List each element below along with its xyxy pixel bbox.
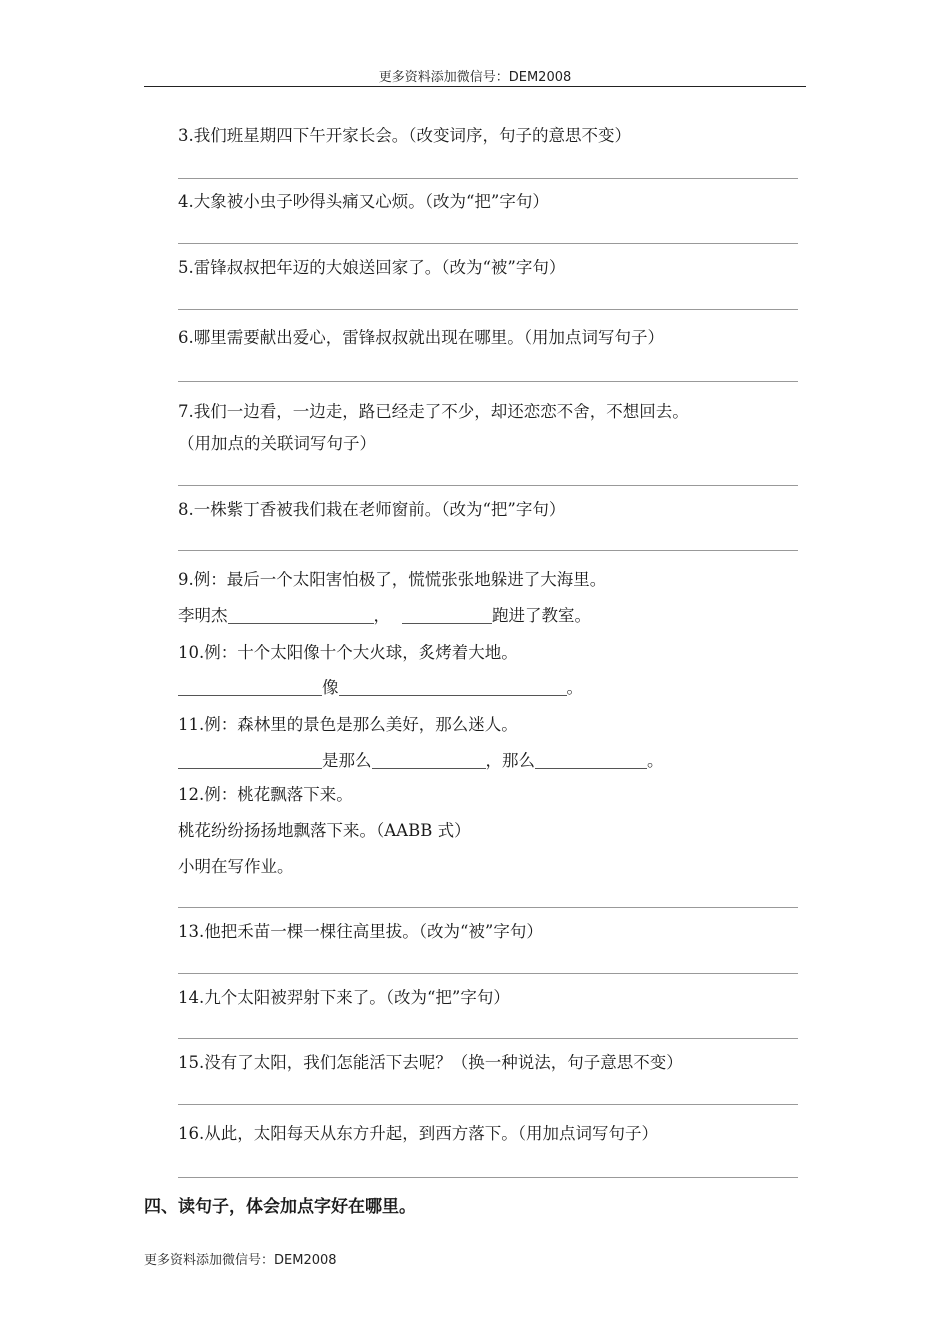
question-14: 14.九个太阳被羿射下来了。（改为“把”字句） <box>178 988 510 1007</box>
question-13: 13.他把禾苗一棵一棵往高里拔。（改为“被”字句） <box>178 922 543 941</box>
q10-blank-2[interactable] <box>339 679 567 696</box>
question-7: 7.我们一边看，一边走，路已经走了不少，却还恋恋不舍，不想回去。 <box>178 402 689 421</box>
header-rule <box>144 86 806 87</box>
q10-blank-1[interactable] <box>178 679 322 696</box>
answer-line-14[interactable] <box>178 1038 798 1039</box>
answer-line-15[interactable] <box>178 1104 798 1105</box>
answer-line-12[interactable] <box>178 907 798 908</box>
question-9-fill <box>178 606 591 626</box>
question-7-instruction: （用加点的关联词写句子） <box>178 434 376 453</box>
q11-mid-text-1: 是那么 <box>322 751 372 770</box>
q11-blank-3[interactable] <box>535 752 647 769</box>
question-5: 5.雷锋叔叔把年迈的大娘送回家了。（改为“被”字句） <box>178 258 566 277</box>
q9-comma: ， <box>373 606 390 625</box>
q9-blank-2[interactable] <box>402 607 492 624</box>
section-four-title: 四、读句子，体会加点字好在哪里。 <box>144 1197 416 1217</box>
q9-blank-1[interactable] <box>228 607 374 624</box>
answer-line-4[interactable] <box>178 243 798 244</box>
answer-line-3[interactable] <box>178 178 798 179</box>
question-12-task: 小明在写作业。 <box>178 857 294 876</box>
answer-line-13[interactable] <box>178 973 798 974</box>
page-footer: 更多资料添加微信号：DEM2008 <box>144 1253 337 1268</box>
q11-blank-2[interactable] <box>372 752 486 769</box>
question-11: 11.例：森林里的景色是那么美好，那么迷人。 <box>178 715 518 734</box>
answer-line-6[interactable] <box>178 381 798 382</box>
question-3: 3.我们班星期四下午开家长会。（改变词序，句子的意思不变） <box>178 126 631 145</box>
question-12: 12.例：桃花飘落下来。 <box>178 785 353 804</box>
q9-end-text: 跑进了教室。 <box>492 606 591 625</box>
q10-mid-text: 像 <box>322 678 339 697</box>
q11-blank-1[interactable] <box>178 752 322 769</box>
question-10: 10.例：十个太阳像十个大火球，炙烤着大地。 <box>178 643 518 662</box>
answer-line-8[interactable] <box>178 550 798 551</box>
q10-end-text: 。 <box>566 678 583 697</box>
question-9: 9.例：最后一个太阳害怕极了，慌慌张张地躲进了大海里。 <box>178 570 607 589</box>
question-15: 15.没有了太阳，我们怎能活下去呢？（换一种说法，句子意思不变） <box>178 1053 683 1072</box>
answer-line-5[interactable] <box>178 309 798 310</box>
question-8: 8.一株紫丁香被我们栽在老师窗前。（改为“把”字句） <box>178 500 566 519</box>
q11-mid-text-2: ，那么 <box>485 751 535 770</box>
question-4: 4.大象被小虫子吵得头痛又心烦。（改为“把”字句） <box>178 192 549 211</box>
answer-line-16[interactable] <box>178 1177 798 1178</box>
question-6: 6.哪里需要献出爱心，雷锋叔叔就出现在哪里。（用加点词写句子） <box>178 328 664 347</box>
q9-start-text: 李明杰 <box>178 606 228 625</box>
question-10-fill <box>178 678 583 698</box>
page-header: 更多资料添加微信号：DEM2008 <box>378 70 572 85</box>
question-12-example: 桃花纷纷扬扬地飘落下来。（AABB 式） <box>178 821 471 840</box>
q11-end-text: 。 <box>647 751 664 770</box>
answer-line-7[interactable] <box>178 485 798 486</box>
question-16: 16.从此，太阳每天从东方升起，到西方落下。（用加点词写句子） <box>178 1124 658 1143</box>
question-11-fill <box>178 751 664 771</box>
